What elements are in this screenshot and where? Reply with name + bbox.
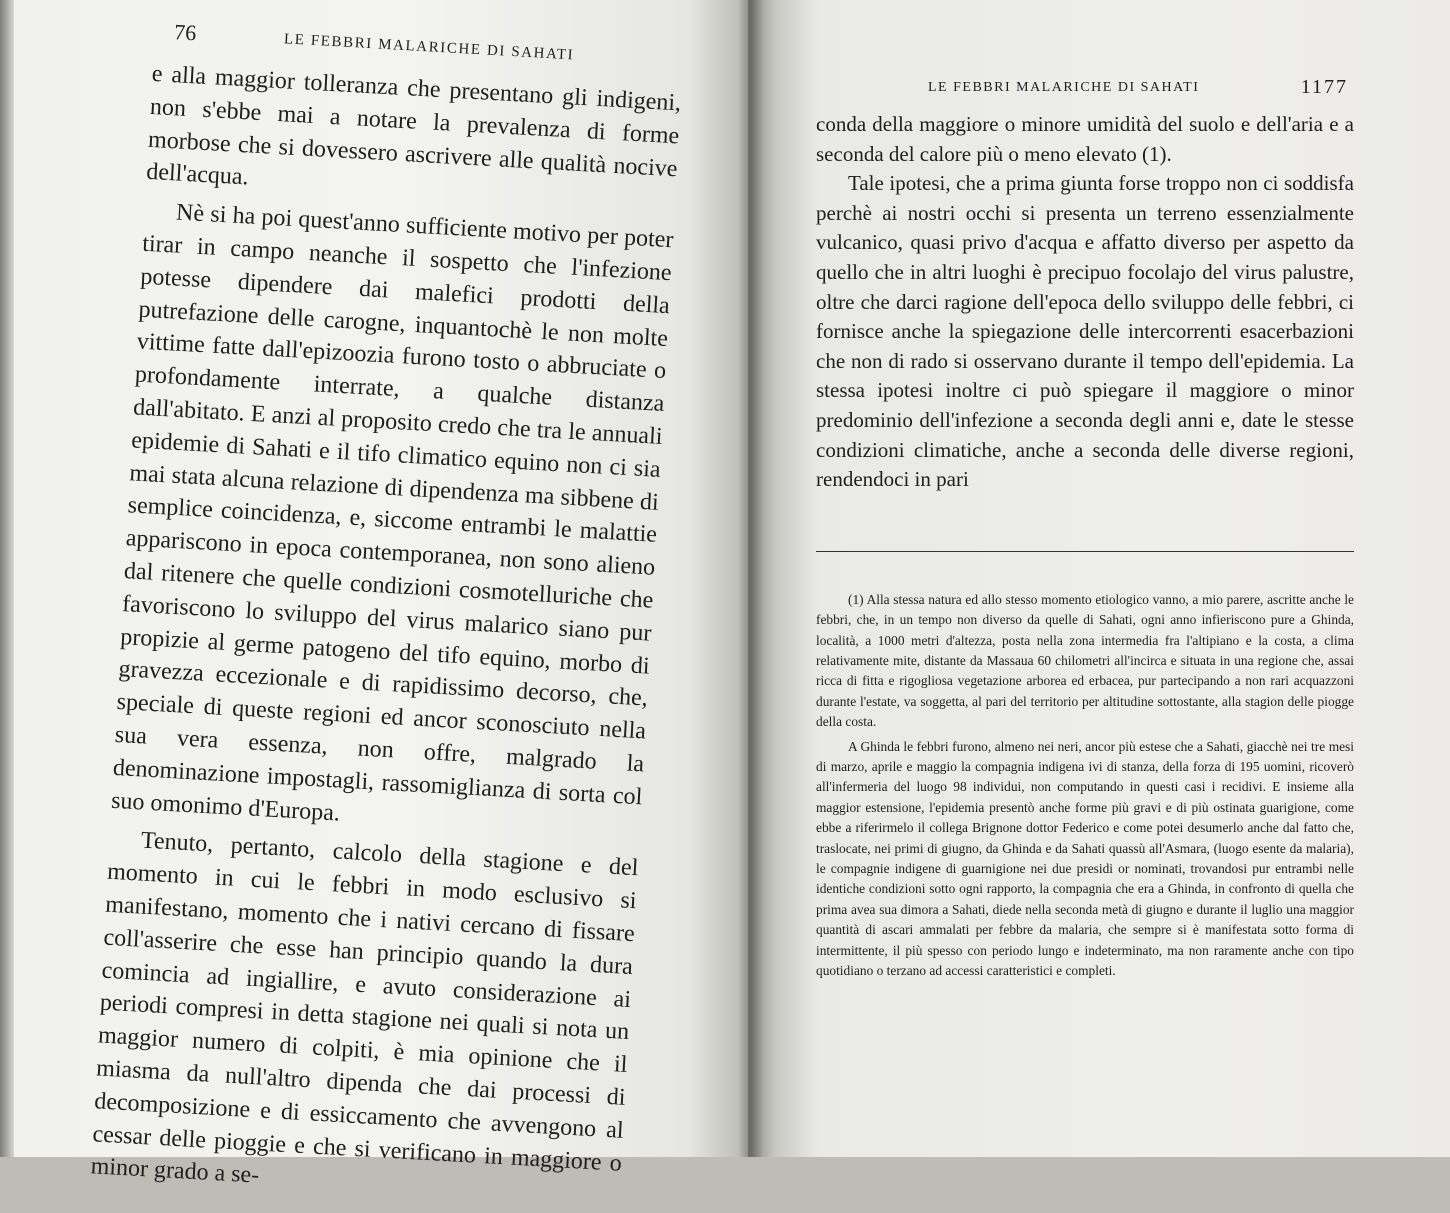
right-body (816, 110, 1354, 495)
footnote-divider (816, 551, 1354, 552)
right-page-number: 1177 (1300, 76, 1348, 98)
left-running-title: LE FEBBRI MALARICHE DI SAHATI (283, 31, 575, 64)
right-paragraph: Tale ipotesi, che a prima giunta forse troppo non ci soddisfa perchè ai nostri occhi si presenta un terreno essenzialmente vulcanico, quasi privo d'acqua e affatto diverso per aspetto da quello che in altri luoghi è precipuo focolajo del virus palustre, oltre che darci ragione dell'epoca dello sviluppo delle febbri, ci fornisce anche la spiegazione delle intercorrenti esacerbazioni che non di rado si osservano durante il tempo dell'epidemia. La stessa ipotesi inoltre ci può spiegare il maggiore o minor predominio dell'infezione a seconda degli anni e, date le stesse condizioni climatiche, anche a seconda delle diverse regioni, rendendoci in pari (816, 171, 1354, 492)
footnotes (816, 590, 1354, 982)
right-running-title: LE FEBBRI MALARICHE DI SAHATI (928, 80, 1200, 95)
footnote: A Ghinda le febbri furono, almeno nei neri, ancor più estese che a Sahati, giacchè nei tre mesi di marzo, aprile e maggio la compagnia indigena ivi di stanza, della forza di 195 uomini, ricoverò all'infermeria del luogo 98 individui, non computando in questi casi i recidivi. E insieme alla maggior estensione, l'epidemia presentò anche forme più gravi e di più ostinata guarigione, come ebbe a riferirmelo il collega Brignone dottor Federico e come potei desumerlo anche dal fatto che, traslocate, nei primi di giugno, da Ghinda e da Sahati quassù all'Asmara, (luogo esente da malaria), le compagnie indigene di guarnigione nei due presidi or nominati, trovandosi pur entrambi nelle identiche condizioni sotto ogni rapporto, la compagnia che era a Ghinda, in confronto di quella che prima avea sua dimora a Sahati, diede nella seconda metà di giugno e durante il luglio una maggior quantità di ascari ammalati per febbre da malaria, che sempre si è manifestata sotto forma di intermittente, il più spesso con periodo lungo e indeterminato, ma non raramente anche con tipo quotidiano o terzano ad accessi caratteristici e completi. (816, 738, 1354, 979)
left-body (90, 58, 682, 1213)
book-gutter (738, 0, 764, 1157)
left-page-number: 76 (173, 19, 197, 46)
right-page-text (816, 74, 1354, 981)
left-paragraph: Nè si ha poi quest'anno sufficiente motivo per poter tirar in campo neanche il sospetto che l'infezione potesse dipendere dai malefici prodotti della putrefazione delle carogne, inquantochè le non molte vittime fatte dall'epizoozia furono tosto o abbruciate o profondamente interrate, a qualche distanza dall'abitato. E anzi al proposito credo che tra le annuali epidemie di Sahati e il tifo climatico equino non ci sia mai stata alcuna relazione di dipendenza ma sibbene di semplice coincidenza, e, siccome entrambi le malattie appariscono in epoca contemporanea, non sono alieno dal ritenere che quelle condizioni cosmotelluriche che favoriscono lo sviluppo del virus malarico siano pur propizie al germe patogeno del tifo equino, morbo di gravezza eccezionale e di rapidissimo decorso, che, speciale di queste regioni ed ancor sconosciuto nella sua vera essenza, non offre, malgrado la denominazione impostagli, rassomiglianza di sorta col suo omonimo d'Europa. (110, 199, 675, 827)
left-page-text (90, 18, 684, 1213)
right-paragraph: conda della maggiore o minore umidità del suolo e dell'aria e a seconda del calore più o meno elevato (1). (816, 112, 1354, 166)
page-edge-shadow (0, 0, 14, 1157)
right-running-head (816, 74, 1354, 110)
footnote: (1) Alla stessa natura ed allo stesso momento etiologico vanno, a mio parere, ascritte anche le febbri, che, in un tempo non diverso da quelle di Sahati, ogni anno infieriscono pure a Ghinda, località, a 1000 metri d'altezza, posta nella zona intermedia fra l'altipiano e la costa, a clima relativamente mite, distante da Massaua 60 chilometri all'incirca e situata in una regione che, assai ricca di fitta e rigogliosa vegetazione arborea ed erbacea, pur partecipando a non rari acquazzoni durante l'estate, va soggetta, al pari del territorio per altitudine sottostante, alla stagion delle piogge della costa. (816, 591, 1354, 730)
left-paragraph: e alla maggior tolleranza che presentano gli indigeni, non s'ebbe mai a notare la prevalenza di forme morbose che si dovessero ascrivere alle qualità nocive dell'acqua. (145, 60, 682, 191)
left-paragraph: Tenuto, pertanto, calcolo della stagione e del momento in cui le febbri in modo esclusivo si manifestano, momento che i nativi cercano di fissare coll'asserire che esse han principio quando la dura comincia ad ingiallire, e avuto considerazione ai periodi compresi in detta stagione nei quali si nota un maggior numero di colpiti, è mia opinione che il miasma da null'altro dipenda che dai processi di decomposizione e di essiccamento che avvengono al cessar delle pioggie e che si verificano in maggiore o minor grado a se- (90, 827, 639, 1189)
